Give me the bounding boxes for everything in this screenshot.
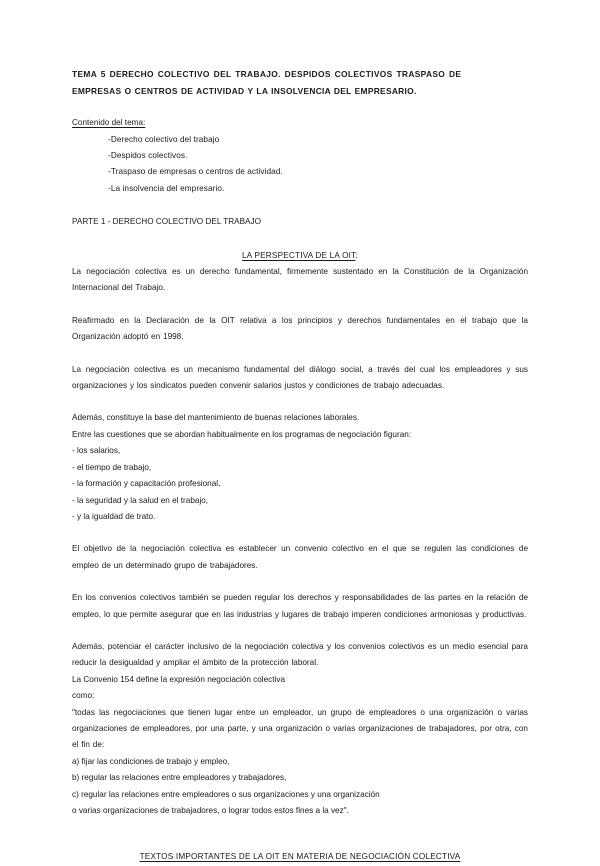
spacer (72, 297, 528, 313)
section-heading (72, 248, 528, 264)
document-title-line-2: EMPRESAS O CENTROS DE ACTIVIDAD Y LA INSOLVENCIA DEL EMPRESARIO. (72, 85, 417, 96)
paragraph-7: Además, potenciar el carácter inclusivo de la negociación colectiva y los convenios colectivos es un medio esencial para reducir la desigualdad y ampliar el ámbito de la protección laboral. (72, 641, 528, 668)
negotiation-topic-item: - el tiempo de trabajo, (72, 462, 152, 472)
spacer (72, 819, 528, 849)
quote-purpose-item: a) fijar las condiciones de trabajo y empleo, (72, 756, 230, 766)
footer-heading-text: TEXTOS IMPORTANTES DE LA OIT EN MATERIA DE NEGOCIACIÓN COLECTIVA (139, 852, 461, 862)
contents-item: -Derecho colectivo del trabajo (108, 134, 220, 144)
spacer (72, 394, 528, 410)
negotiation-topic-item: - la formación y capacitación profesional, (72, 479, 221, 489)
spacer (72, 197, 528, 214)
part-heading: PARTE 1 - DERECHO COLECTIVO DEL TRABAJO (72, 217, 261, 227)
spacer (72, 99, 528, 115)
paragraph-1: La negociación colectiva es un derecho fundamental, firmemente sustentado en la Constitución de la Organización Internacional del Trabajo. (72, 267, 528, 293)
negotiation-topic-item: - la seguridad y la salud en el trabajo, (72, 495, 209, 505)
paragraph-6: En los convenios colectivos también se pueden regular los derechos y responsabilidades de las partes en la relación de empleo, lo que permite asegurar que en las industrias y lugares de trabajo imperen condiciones armoniosas y productivas. (72, 593, 528, 619)
footer-heading (72, 849, 528, 865)
quote-purpose-item: c) regular las relaciones entre empleadores o sus organizaciones y una organización (72, 789, 380, 799)
document-title-line-1: TEMA 5 DERECHO COLECTIVO DEL TRABAJO. DESPIDOS COLECTIVOS TRASPASO DE (72, 69, 462, 79)
paragraph-3: La negociación colectiva es un mecanismo fundamental del diálogo social, a través del cual los empleadores y sus organizaciones y los sindicatos pueden convenir salarios justos y condiciones de trabajo adecuadas. (72, 364, 528, 391)
negotiation-topic-item: - los salarios, (72, 446, 121, 456)
contents-label-text: Contenido del tema: (72, 118, 146, 128)
contents-label (72, 115, 528, 131)
quote-purpose-item: b) regular las relaciones entre empleadores y trabajadores, (72, 773, 287, 783)
negotiation-topic-item: - y la igualdad de trato. (72, 511, 156, 521)
spacer (72, 346, 528, 362)
paragraph-4-line-1: Además, constituye la base del mantenimiento de buenas relaciones laborales. (72, 413, 360, 423)
spacer (72, 574, 528, 590)
section-heading-colon: : (355, 250, 358, 260)
spacer (72, 231, 528, 248)
paragraph-5: El objetivo de la negociación colectiva es establecer un convenio colectivo en el que se regulen las condiciones de empleo de un determinado grupo de trabajadores. (72, 544, 528, 570)
spacer (72, 623, 528, 639)
spacer (72, 525, 528, 541)
paragraph-4-line-2: Entre las cuestiones que se abordan habitualmente en los programas de negociación figuran: (72, 429, 412, 439)
convenio-154-como: como: (72, 691, 95, 701)
contents-item: -La insolvencia del empresario. (108, 183, 225, 193)
document-title (72, 66, 528, 99)
convenio-154-line: La Convenio 154 define la expresión negociación colectiva (72, 674, 286, 684)
contents-item: -Despidos colectivos. (108, 151, 188, 160)
quote-purpose-item: o varias organizaciones de trabajadores, o lograr todos estos fines a la vez". (72, 806, 349, 815)
convenio-154-quote: "todas las negociaciones que tienen lugar entre un empleador, un grupo de empleadores o una organización o varias organizaciones de empleadores, por una parte, y una organización o varias organizaciones de trabajadores, por otra, con el fin de: (72, 707, 528, 750)
contents-item: -Traspaso de empresas o centros de actividad. (108, 167, 283, 177)
document-body (72, 66, 528, 866)
paragraph-2: Reafirmado en la Declaración de la OIT relativa a los principios y derechos fundamentales en el trabajo que la Organización adoptó en 1998. (72, 315, 528, 342)
section-heading-text: LA PERSPECTIVA DE LA OIT (242, 250, 356, 260)
